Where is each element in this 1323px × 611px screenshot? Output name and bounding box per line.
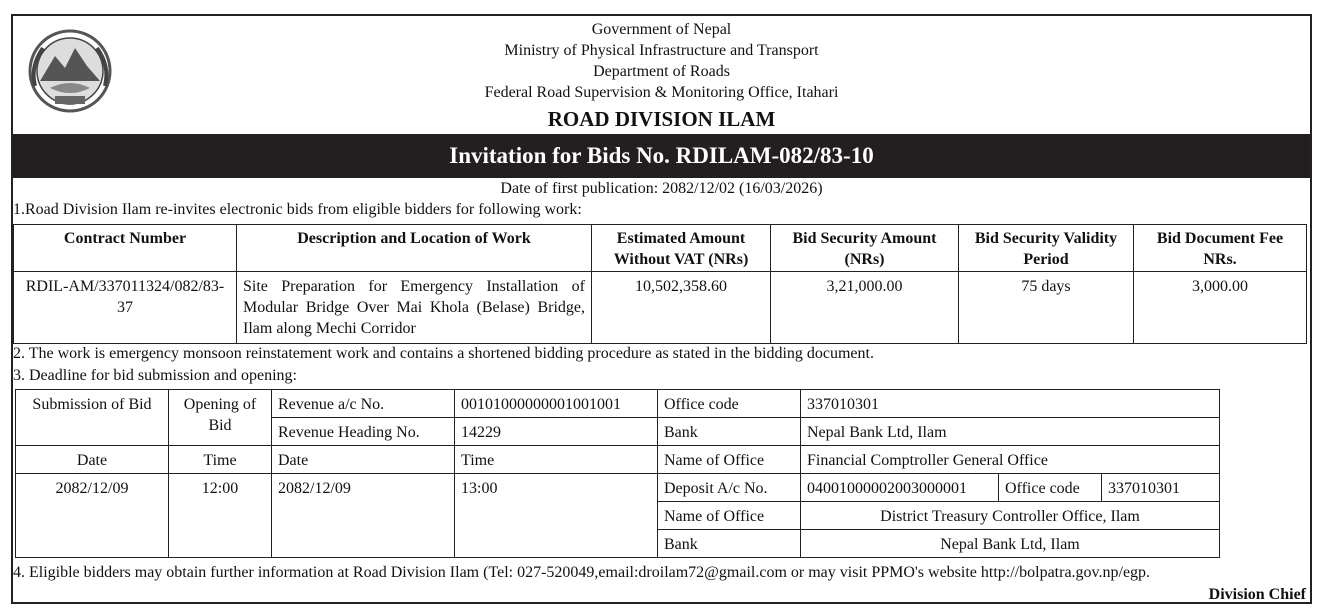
th-fee: Bid Document Fee NRs. xyxy=(1134,225,1307,272)
cell-security: 3,21,000.00 xyxy=(771,272,959,344)
publication-date: Date of first publication: 2082/12/02 (16/03/2026) xyxy=(500,180,823,197)
header-line-3: Department of Roads xyxy=(593,63,730,80)
revenue-heading-label: Revenue Heading No. xyxy=(272,418,455,446)
date-label-2: Date xyxy=(272,446,455,474)
office-code: 337010301 xyxy=(801,390,1220,418)
time-label-2: Time xyxy=(455,446,658,474)
office-title: ROAD DIVISION ILAM xyxy=(547,107,776,131)
header-line-2: Ministry of Physical Infrastructure and Transport xyxy=(504,42,819,59)
office-1: Financial Comptroller General Office xyxy=(801,446,1220,474)
bid-banner: Invitation for Bids No. RDILAM-082/83-10 xyxy=(13,134,1310,178)
notice-header xyxy=(13,16,1310,134)
revenue-heading: 14229 xyxy=(455,418,658,446)
deposit-ac: 04001000002003000001 xyxy=(801,474,999,502)
bank-2: Nepal Bank Ltd, Ilam xyxy=(801,530,1220,558)
cell-fee: 3,000.00 xyxy=(1134,272,1307,344)
bank-label-2: Bank xyxy=(658,530,801,558)
bank-label-1: Bank xyxy=(658,418,801,446)
office-2: District Treasury Controller Office, Ilam xyxy=(801,502,1220,530)
cell-contract: RDIL-AM/337011324/082/83-37 xyxy=(14,272,237,344)
revenue-ac: 00101000000001001001 xyxy=(455,390,658,418)
bank-1: Nepal Bank Ltd, Ilam xyxy=(801,418,1220,446)
office-code-2: 337010301 xyxy=(1102,474,1220,502)
cell-validity: 75 days xyxy=(959,272,1134,344)
notice-frame xyxy=(11,14,1312,604)
submission-time: 12:00 xyxy=(169,474,272,558)
th-security: Bid Security Amount (NRs) xyxy=(771,225,959,272)
deposit-label: Deposit A/c No. xyxy=(658,474,801,502)
office-code-label-2: Office code xyxy=(999,474,1102,502)
submission-date: 2082/12/09 xyxy=(16,474,169,558)
item-1: 1.Road Division Ilam re-invites electronic bids from eligible bidders for following work: xyxy=(13,201,582,218)
th-validity: Bid Security Validity Period xyxy=(959,225,1134,272)
th-contract: Contract Number xyxy=(14,225,237,272)
time-label-1: Time xyxy=(169,446,272,474)
header-line-1: Government of Nepal xyxy=(591,21,732,38)
cell-description: Site Preparation for Emergency Installation of Modular Bridge Over Mai Khola (Belase) Bridge, Ilam along Mechi Corridor xyxy=(237,272,592,344)
th-estimated: Estimated Amount Without VAT (NRs) xyxy=(592,225,771,272)
opening-label: Opening of Bid xyxy=(169,390,272,446)
bid-table xyxy=(13,224,1307,344)
th-description: Description and Location of Work xyxy=(237,225,592,272)
submission-label: Submission of Bid xyxy=(16,390,169,446)
opening-time: 13:00 xyxy=(455,474,658,558)
item-3: 3. Deadline for bid submission and opening: xyxy=(13,367,297,384)
signature: Division Chief xyxy=(1208,586,1306,603)
header-line-4: Federal Road Supervision & Monitoring Office, Itahari xyxy=(484,84,839,101)
office-code-label: Office code xyxy=(658,390,801,418)
date-label-1: Date xyxy=(16,446,169,474)
revenue-ac-label: Revenue a/c No. xyxy=(272,390,455,418)
deadline-table xyxy=(15,389,1220,558)
name-office-label-1: Name of Office xyxy=(658,446,801,474)
item-2: 2. The work is emergency monsoon reinstatement work and contains a shortened bidding procedure as stated in the bidding document. xyxy=(13,345,874,362)
item-4: 4. Eligible bidders may obtain further information at Road Division Ilam (Tel: 027-520049,email:droilam72@gmail.com or may visit PPMO's website http://bolpatra.gov.np/egp. xyxy=(13,564,1151,581)
opening-date: 2082/12/09 xyxy=(272,474,455,558)
cell-estimated: 10,502,358.60 xyxy=(592,272,771,344)
name-office-label-2: Name of Office xyxy=(658,502,801,530)
